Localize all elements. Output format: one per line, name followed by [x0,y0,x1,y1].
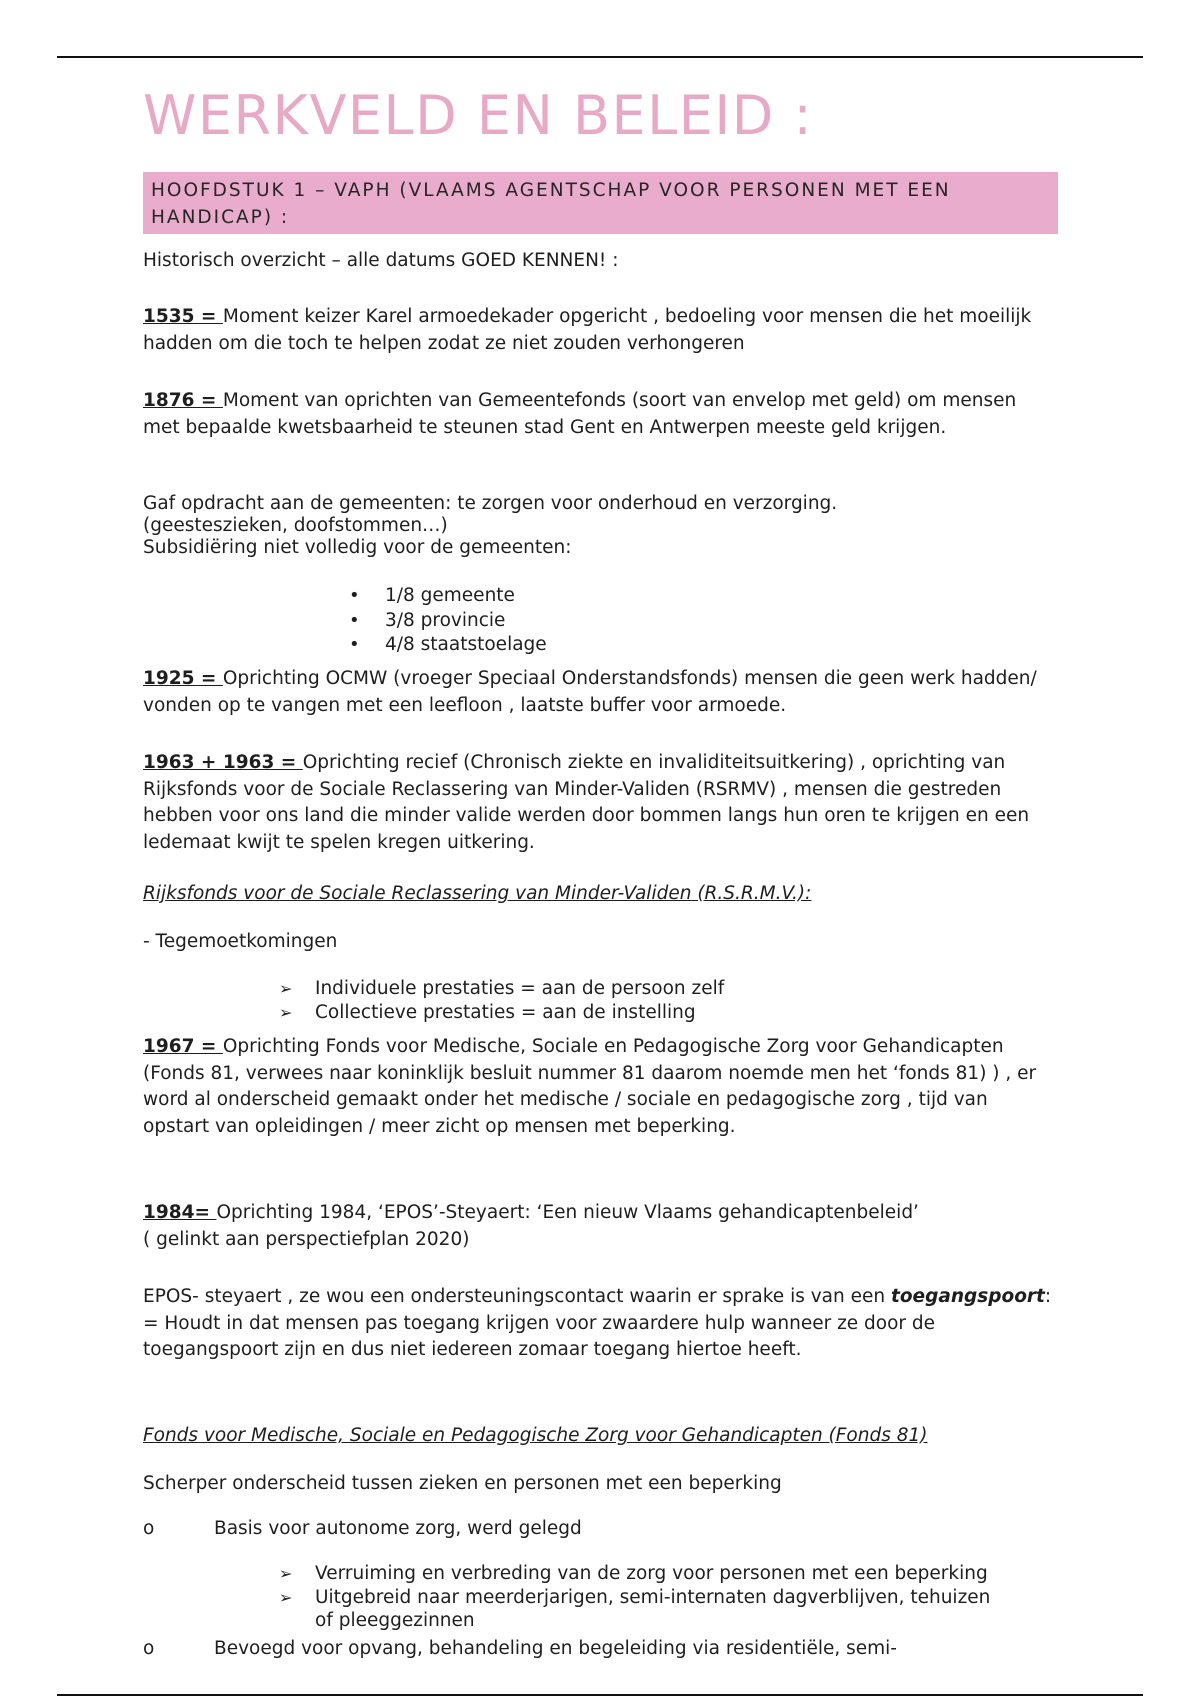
circle-bullet-icon: o [143,1518,155,1539]
tegemoetkomingen: - Tegemoetkomingen [143,931,338,952]
entry-1984 [143,1200,1058,1253]
entry-1963 [143,750,1058,856]
year-label: 1876 = [143,390,223,411]
chapter-heading [143,172,1058,234]
document-title: WERKVELD EN BELEID : [143,84,814,147]
gemeenten-line-3: Subsidiëring niet volledig voor de gemeenten: [143,537,572,558]
gemeenten-line-1: Gaf opdracht aan de gemeenten: te zorgen voor onderhoud en verzorging. [143,493,838,514]
bullet-icon: • [349,634,360,655]
arrow-bullet-icon: ➢ [279,1003,293,1022]
circle-list-item: o Bevoegd voor opvang, behandeling en begeleiding via residentiële, semi- [143,1638,897,1659]
bullet-icon: • [349,609,360,631]
year-label: 1967 = [143,1036,223,1057]
year-label: 1535 = [143,306,223,327]
bullet-icon: • [349,585,360,606]
gemeenten-line-2: (geesteszieken, doofstommen…) [143,515,448,536]
zorg-list [279,1562,990,1632]
subsidie-list [349,584,547,658]
chapter-heading-line-2: HANDICAP) : [151,207,290,228]
list-item: • 1/8 gemeente [349,584,547,609]
list-item: • 4/8 staatstoelage [349,633,547,658]
entry-1535 [143,304,1058,357]
prestaties-list [279,977,724,1025]
fonds81-heading: Fonds voor Medische, Sociale en Pedagogische Zorg voor Gehandicapten (Fonds 81) [143,1425,928,1446]
intro-text: Historisch overzicht – alle datums GOED KENNEN! : [143,250,619,271]
entry-text: Oprichting 1984, ‘EPOS’-Steyaert: ‘Een nieuw Vlaams gehandicaptenbeleid’ [216,1202,919,1223]
scherper-text: Scherper onderscheid tussen zieken en personen met een beperking [143,1473,782,1494]
bottom-rule [57,1694,1143,1696]
list-item: ➢ Collectieve prestaties = aan de instelling [279,1002,696,1023]
circle-bullet-icon: o [143,1638,155,1659]
entry-1967 [143,1034,1058,1140]
year-label: 1963 + 1963 = [143,752,303,773]
toegangspoort-term: toegangspoort [891,1286,1045,1307]
chapter-heading-line-1: HOOFDSTUK 1 – VAPH (VLAAMS AGENTSCHAP VOOR PERSONEN MET EEN [151,180,951,201]
entry-text: Moment van oprichten van Gemeentefonds (soort van envelop met geld) om mensen met bepaalde kwetsbaarheid te steunen stad Gent en Antwerpen meeste geld krijgen. [143,390,1017,438]
entry-text-line-2: ( gelinkt aan perspectiefplan 2020) [143,1228,470,1250]
year-label: 1925 = [143,668,223,689]
arrow-bullet-icon: ➢ [279,1588,293,1607]
entry-text: Oprichting recief (Chronisch ziekte en invaliditeitsuitkering) , oprichting van Rijksfonds voor de Sociale Reclassering van Minder-Validen (RSRMV) , mensen die gestreden hebben voor ons land die minder valide werden door bommen langs hun oren te krijgen en een ledemaat kwijt te spelen kregen uitkering. [143,752,1030,853]
entry-1925 [143,666,1058,719]
list-item: ➢ Uitgebreid naar meerderjarigen, semi-internaten dagverblijven, tehuizen of pleeggezinnen [279,1587,991,1631]
circle-list-item: o Basis voor autonome zorg, werd gelegd [143,1518,582,1539]
arrow-bullet-icon: ➢ [279,1564,293,1583]
list-item: ➢ Verruiming en verbreding van de zorg voor personen met een beperking [279,1563,988,1584]
entry-text: Oprichting Fonds voor Medische, Sociale en Pedagogische Zorg voor Gehandicapten (Fonds 81, verwees naar koninklijk besluit nummer 81 daarom noemde men het ‘fonds 81) ) , er word al onderscheid gemaakt onder het medische / sociale en pedagogische zorg , tijd van opstart van opleidingen / meer zicht op mensen met beperking. [143,1036,1037,1137]
gemeenten-paragraph [143,493,1058,559]
arrow-bullet-icon: ➢ [279,979,293,998]
list-item: • 3/8 provincie [349,609,547,634]
top-rule [57,56,1143,58]
list-item: ➢ Individuele prestaties = aan de persoon zelf [279,978,725,999]
entry-text: Moment keizer Karel armoedekader opgericht , bedoeling voor mensen die het moeilijk hadden om die toch te helpen zodat ze niet zouden verhongeren [143,306,1032,354]
rsrmv-heading: Rijksfonds voor de Sociale Reclassering van Minder-Validen (R.S.R.M.V.): [143,883,812,904]
year-label: 1984= [143,1202,217,1223]
entry-1876 [143,388,1058,441]
epos-paragraph: EPOS- steyaert , ze wou een ondersteuningscontact waarin er sprake is van een toegangspoort: = Houdt in dat mensen pas toegang krijgen voor zwaardere hulp wanneer ze door de toegangspoort zijn en dus niet iedereen zomaar toegang hiertoe heeft. [143,1286,1052,1360]
entry-text: Oprichting OCMW (vroeger Speciaal Onderstandsfonds) mensen die geen werk hadden/ vonden op te vangen met een leefloon , laatste buffer voor armoede. [143,668,1037,716]
